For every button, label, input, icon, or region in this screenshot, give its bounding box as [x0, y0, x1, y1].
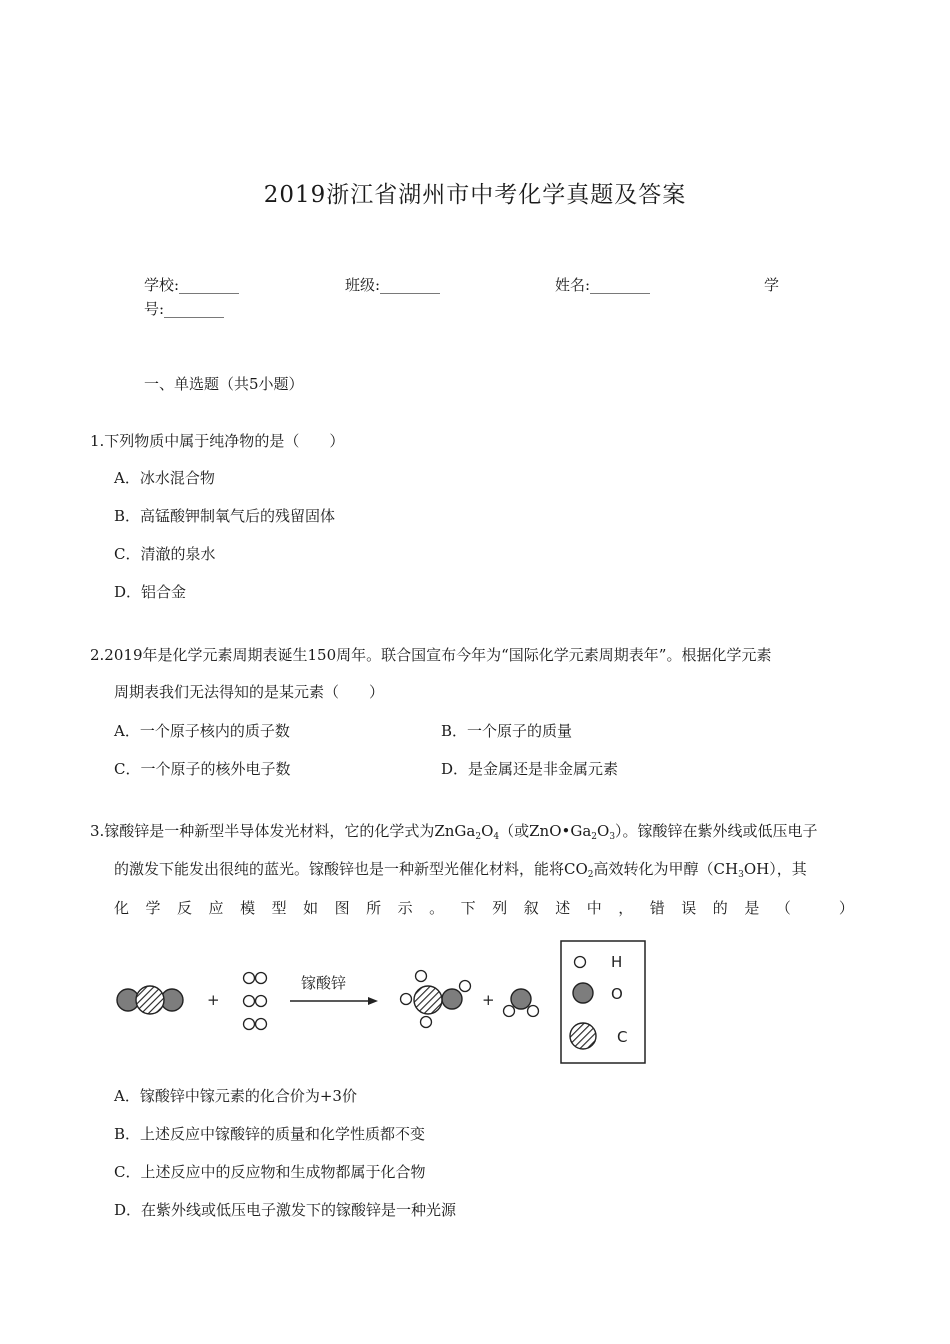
q3-line3-char — [807, 897, 822, 919]
q3-line3-char: 化 — [114, 899, 130, 917]
q3-line3-char: 误 — [681, 899, 697, 917]
q1-option-b: B．高锰酸钾制氧气后的残留固体 — [114, 507, 336, 525]
plus-sign-2: + — [482, 991, 495, 1009]
q3-line3-char: （ — [775, 899, 791, 917]
q3-line3-char: 的 — [712, 899, 728, 917]
q2-option-d: D．是金属还是非金属元素 — [441, 760, 619, 778]
q1-option-a: A．冰水混合物 — [114, 469, 215, 487]
q3-line3-char: 所 — [366, 899, 382, 917]
q3-line3-char: ） — [838, 899, 854, 917]
q3-line3-char: 学 — [145, 899, 161, 917]
q1-option-c: C．清澈的泉水 — [114, 545, 216, 563]
q3-stem-line2: 的激发下能发出很纯的蓝光。镓酸锌也是一种新型光催化材料，能将$CO_2$高效转化为甲醇$(CH_3OH)$，其 — [114, 860, 807, 880]
q3-line3-char: 述 — [555, 899, 571, 917]
q3-option-c: C．上述反应中的反应物和生成物都属于化合物 — [114, 1163, 426, 1181]
number-field-part1: 学 — [764, 276, 780, 294]
q3-line3-char: 示 — [397, 899, 413, 917]
page-title: 2019浙江省湖州市中考化学真题及答案 — [263, 182, 687, 208]
q3-line3-char: 是 — [744, 899, 760, 917]
q3-option-a: A．镓酸锌中镓元素的化合价为+3价 — [114, 1087, 357, 1105]
oxygen-atom-icon — [573, 983, 593, 1003]
svg-text:C: C — [617, 1028, 628, 1046]
q2-option-a: A．一个原子核内的质子数 — [114, 722, 290, 740]
number-field-part2: 号:________ — [144, 300, 225, 318]
methanol-molecule — [401, 971, 471, 1028]
reaction-model-diagram — [110, 938, 650, 1068]
q3-line3-char: 型 — [271, 899, 287, 917]
name-field: 姓名:________ — [555, 276, 651, 294]
q3-line3-char: 反 — [177, 899, 193, 917]
q3-line3-char: 图 — [334, 899, 350, 917]
q3-line3-char: 下 — [460, 899, 476, 917]
q3-line3-char: 。 — [429, 899, 445, 917]
q3-stem-line3 — [114, 897, 854, 919]
q3-line3-char: 如 — [303, 899, 319, 917]
q3-line3-char: ， — [618, 899, 634, 917]
q3-line3-char: 叙 — [523, 899, 539, 917]
q3-line3-char: 应 — [208, 899, 224, 917]
class-field: 班级:________ — [345, 276, 441, 294]
svg-text:H: H — [611, 953, 623, 971]
h2-molecules — [244, 973, 267, 1030]
q3-option-b: B．上述反应中镓酸锌的质量和化学性质都不变 — [114, 1125, 426, 1143]
q1-stem: 1.下列物质中属于纯净物的是（ ） — [90, 432, 345, 450]
catalyst-label: 镓酸锌 — [301, 974, 347, 992]
q2-stem-line2: 周期表我们无法得知的是某元素（ ） — [114, 683, 385, 701]
q3-stem-line1: 3.镓酸锌是一种新型半导体发光材料，它的化学式为$ZnGa_2O_4$（或$ZnO•Ga_2O_3$）。镓酸锌在紫外线或低压电子 — [90, 822, 818, 842]
q3-line3-char: 错 — [649, 899, 665, 917]
water-molecule — [504, 989, 539, 1017]
carbon-atom-icon — [570, 1023, 596, 1049]
co2-molecule — [117, 986, 183, 1014]
q3-line3-char: 列 — [492, 899, 508, 917]
q2-option-b: B．一个原子的质量 — [441, 722, 573, 740]
section-heading: 一、单选题（共5小题） — [144, 375, 304, 393]
q2-stem-line1: 2.2019年是化学元素周期表诞生150周年。联合国宣布今年为“国际化学元素周期表年”。根据化学元素 — [90, 646, 772, 664]
q1-option-d: D．铝合金 — [114, 583, 187, 601]
q3-option-d: D．在紫外线或低压电子激发下的镓酸锌是一种光源 — [114, 1201, 457, 1219]
atom-legend — [561, 941, 645, 1063]
q2-option-c: C．一个原子的核外电子数 — [114, 760, 291, 778]
hydrogen-atom-icon — [575, 957, 586, 968]
school-field: 学校:________ — [144, 276, 240, 294]
svg-text:O: O — [611, 985, 623, 1003]
plus-sign-1: + — [207, 991, 220, 1009]
q3-line3-char: 中 — [586, 899, 602, 917]
q3-line3-char: 模 — [240, 899, 256, 917]
